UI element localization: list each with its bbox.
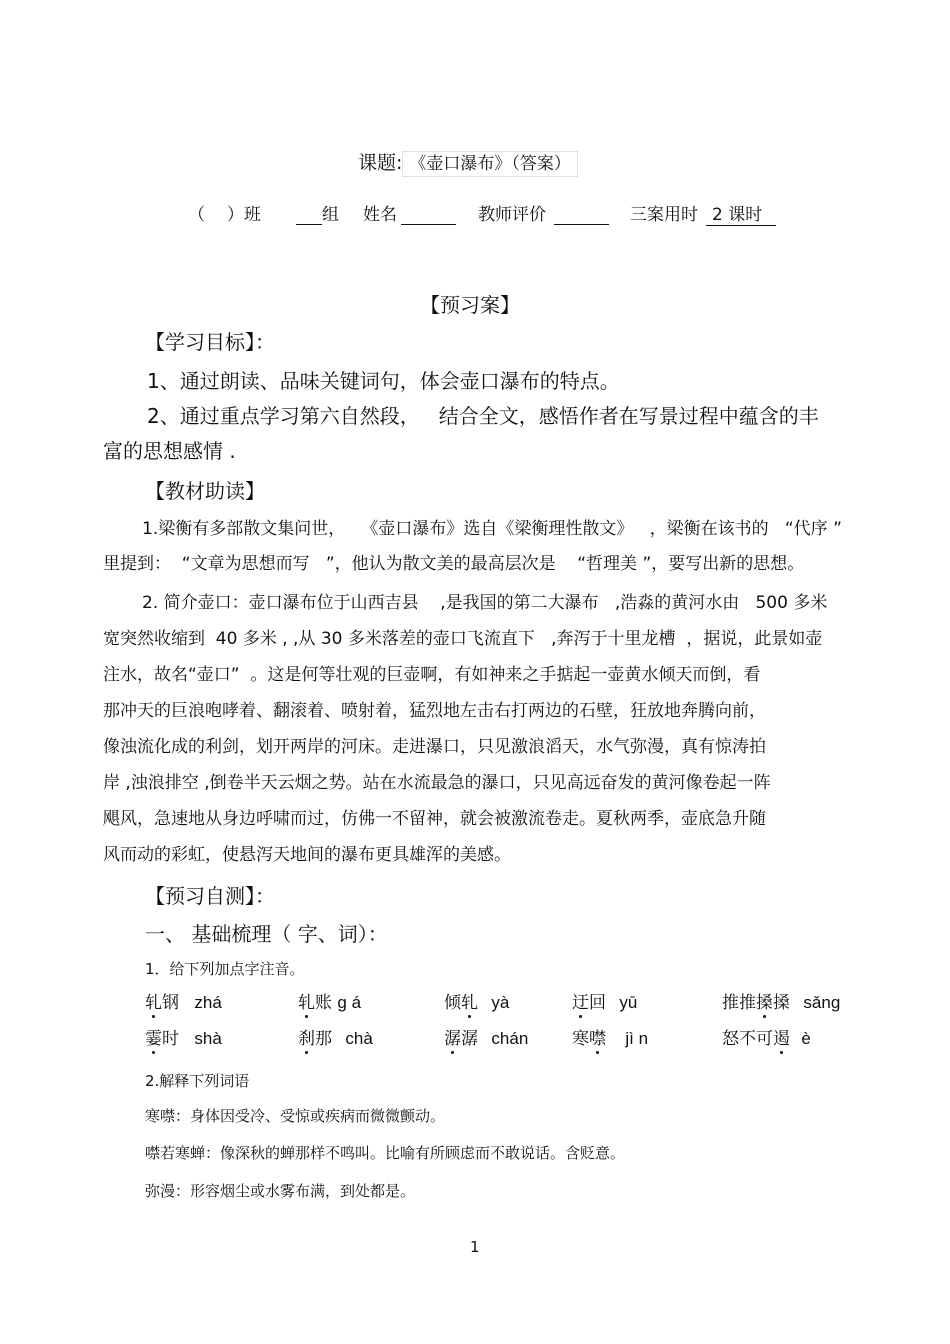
pinyin-item: 推推搡搡 sǎng	[722, 988, 840, 1013]
materials-p2-line: 那冲天的巨浪咆哮着、翻滚着、喷射着，猛烈地左击右打两边的石壁，狂放地奔腾向前，	[103, 701, 766, 721]
definition: 寒噤：身体因受冷、受惊或疾病而微微颤动。	[145, 1107, 446, 1125]
pinyin-answer: yū	[619, 993, 638, 1012]
pinyin-answer: shà	[194, 1029, 222, 1048]
teacher-label: 教师评价	[478, 205, 546, 225]
materials-p1-line2: 里提到： “文章为思想而写 ”，他认为散文美的最高层次是 “哲理美 ”，要写出新的思想。	[103, 554, 805, 574]
pinyin-answer: g á	[337, 993, 362, 1012]
pinyin-item: 迂回 yū	[572, 988, 637, 1013]
pinyin-answer: è	[801, 1029, 811, 1048]
time-label: 三案用时	[630, 205, 698, 225]
materials-p2-line: 像浊流化成的利剑，划开两岸的河床。走进瀑口，只见激浪滔天，水气弥漫，真有惊涛拍	[103, 737, 766, 757]
pinyin-item: 怒不可遏 è	[722, 1024, 811, 1049]
group-blank	[296, 206, 322, 225]
pinyin-item: 轧钢 zhá	[145, 988, 222, 1013]
pinyin-item: 霎时 shà	[145, 1024, 222, 1049]
materials-p2-line: 宽突然收缩到 40 多米 , ,从 30 多米落差的壶口飞流直下 ,奔泻于十里龙槽 ，据说，此景如壶	[103, 629, 823, 649]
group-field	[296, 200, 339, 225]
section-header: 【预习案】	[420, 293, 520, 317]
pinyin-item: 潺潺 chán	[444, 1024, 528, 1049]
name-label: 姓名	[363, 205, 397, 225]
name-field	[363, 200, 456, 225]
pinyin-item: 倾轧 yà	[444, 988, 509, 1013]
objective-2-line2: 富的思想感情 .	[103, 439, 236, 463]
materials-p1-line1: 1.梁衡有多部散文集问世， 《壶口瀑布》选自《梁衡理性散文》 ，梁衡在该书的 “代序 ”	[142, 519, 842, 539]
materials-p2-line: 注水，故名“壶口” 。这是何等壮观的巨壶啊，有如神来之手掂起一壶黄水倾天而倒，看	[103, 665, 761, 685]
pinyin-answer: zhá	[194, 993, 222, 1012]
q1-instruction: 1．给下列加点字注音。	[145, 960, 305, 978]
self-test-header: 【预习自测】：	[145, 884, 275, 908]
materials-p2-line: 2. 简介壶口：壶口瀑布位于山西吉县 ,是我国的第二大瀑布 ,浩淼的黄河水由 500 多米	[142, 593, 828, 613]
pinyin-answer: chà	[345, 1029, 373, 1048]
materials-p2-line: 岸 ,浊浪排空 ,倒卷半天云烟之势。站在水流最急的瀑口，只见高远奋发的黄河像卷起一阵	[103, 773, 771, 793]
definition: 弥漫：形容烟尘或水雾布满，到处都是。	[145, 1182, 416, 1200]
title-name: 《壶口瀑布》（答案）	[402, 151, 578, 177]
name-blank	[401, 206, 456, 225]
materials-header: 【教材助读】	[145, 479, 265, 503]
pinyin-item: 轧账 g á	[298, 988, 361, 1013]
objectives-header: 【学习目标】：	[145, 330, 275, 354]
pinyin-item: 刹那 chà	[298, 1024, 373, 1049]
class-open: （	[188, 205, 205, 225]
teacher-blank	[554, 206, 609, 225]
page-number: 1	[470, 1238, 480, 1256]
objective-2-line1: 2、通过重点学习第六自然段， 结合全文，感悟作者在写景过程中蕴含的丰	[147, 404, 819, 428]
basics-heading: 一、 基础梳理（ 字、词）：	[145, 922, 388, 946]
class-close: ）班	[227, 205, 261, 225]
title-label: 课题:	[358, 152, 403, 174]
materials-p2-line: 风而动的彩虹，使悬泻天地间的瀑布更具雄浑的美感。	[103, 845, 511, 865]
q2-instruction: 2.解释下列词语	[145, 1072, 250, 1090]
pinyin-answer: sǎng	[803, 993, 841, 1012]
definition: 噤若寒蝉：像深秋的蝉那样不鸣叫。比喻有所顾虑而不敢说话。含贬意。	[145, 1144, 626, 1162]
lesson-title	[358, 148, 578, 175]
objective-1: 1、通过朗读、品味关键词句，体会壶口瀑布的特点。	[147, 369, 620, 393]
time-value: 2 课时	[706, 200, 776, 226]
time-field	[630, 200, 776, 226]
pinyin-answer: chán	[491, 1029, 529, 1048]
group-label: 组	[322, 205, 339, 225]
pinyin-item: 寒噤 jì n	[572, 1024, 648, 1049]
materials-p2-line: 飓风，急速地从身边呼啸而过，仿佛一不留神，就会被激流卷走。夏秋两季，壶底急升随	[103, 809, 766, 829]
pinyin-answer: jì n	[625, 1029, 649, 1048]
class-field	[188, 200, 261, 225]
teacher-field	[478, 200, 609, 225]
pinyin-answer: yà	[491, 993, 510, 1012]
